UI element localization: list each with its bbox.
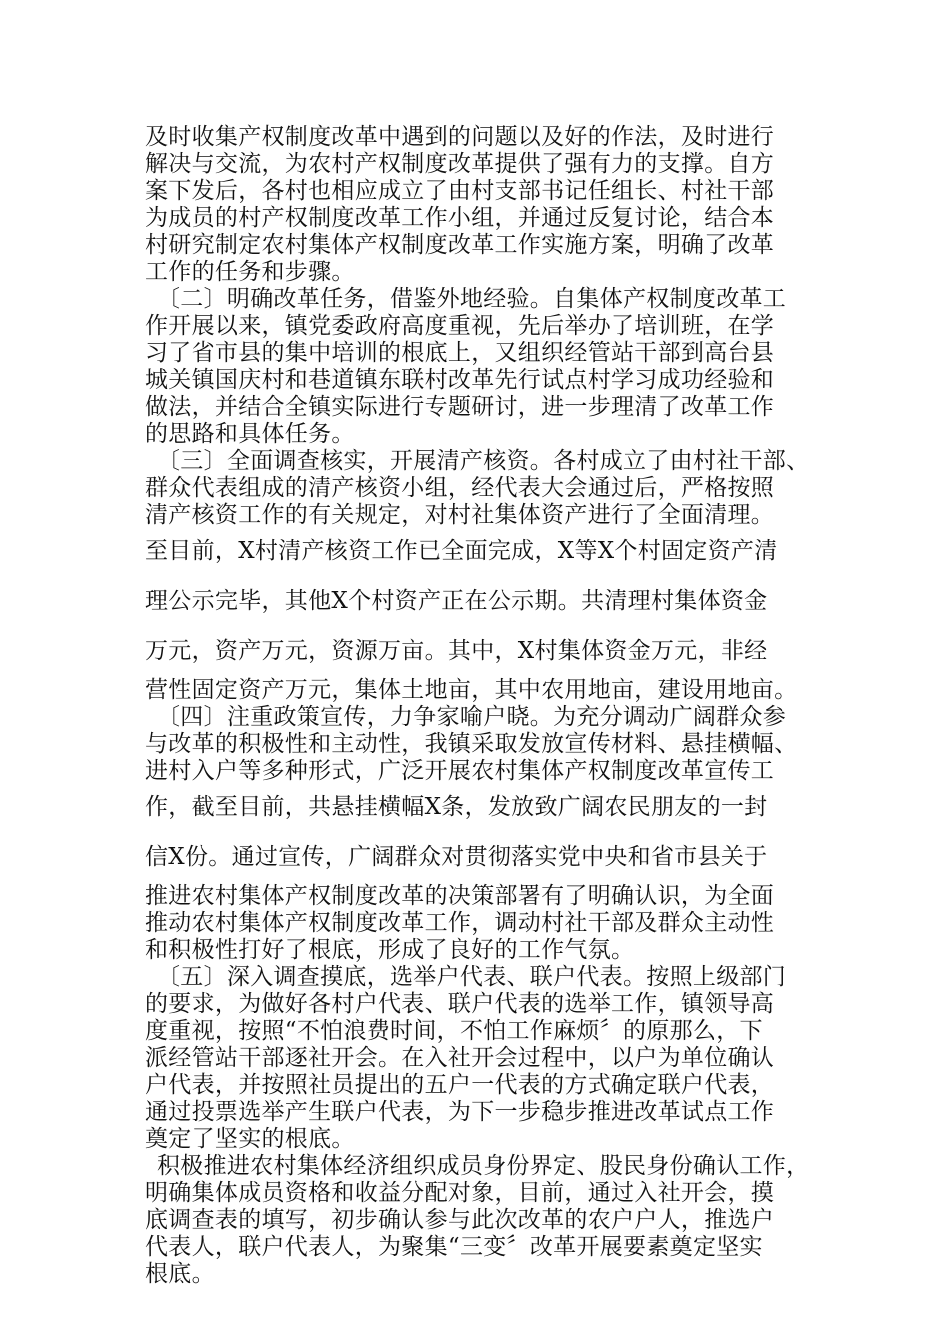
text-line: 清产核资工作的有关规定，对村社集体资产进行了全面清理。 xyxy=(145,502,775,528)
text-line: 及时收集产权制度改革中遇到的问题以及好的作法，及时进行 xyxy=(145,124,775,150)
text-line: 城关镇国庆村和巷道镇东联村改革先行试点村学习成功经验和 xyxy=(145,367,775,393)
text-line: 户代表，并按照社员提出的五户一代表的方式确定联户代表， xyxy=(145,1072,775,1098)
text-line: 的思路和具体任务。 xyxy=(145,421,355,447)
text-line: 理公示完毕，其他X个村资产正在公示期。共清理村集体资金 xyxy=(145,588,768,614)
text-line: 度重视，按照“不怕浪费时间，不怕工作麻烦〞的原那么，下 xyxy=(145,1018,763,1044)
paragraph-start: 积极推进农村集体经济组织成员身份界定、股民身份确认工作， xyxy=(157,1153,810,1179)
text-line: 的要求，为做好各村户代表、联户代表的选举工作，镇领导高 xyxy=(145,991,775,1017)
text-line: 群众代表组成的清产核资小组，经代表大会通过后，严格按照 xyxy=(145,475,775,501)
text-line: 奠定了坚实的根底。 xyxy=(145,1126,355,1152)
text-line: 底调查表的填写，初步确认参与此次改革的农户户人，推选户 xyxy=(145,1207,775,1233)
paragraph-heading-5: 〔五〕深入调查摸底，选举户代表、联户代表。按照上级部门 xyxy=(157,964,787,990)
text-line: 案下发后，各村也相应成立了由村支部书记任组长、村社干部 xyxy=(145,178,775,204)
text-line: 进村入户等多种形式，广泛开展农村集体产权制度改革宣传工 xyxy=(145,758,775,784)
text-line: 和积极性打好了根底，形成了良好的工作气氛。 xyxy=(145,937,635,963)
text-line: 村研究制定农村集体产权制度改革工作实施方案，明确了改革 xyxy=(145,232,775,258)
text-line: 根底。 xyxy=(145,1261,215,1287)
text-line: 作开展以来，镇党委政府高度重视，先后举办了培训班，在学 xyxy=(145,313,775,339)
text-line: 营性固定资产万元，集体土地亩，其中农用地亩，建设用地亩。 xyxy=(145,677,798,703)
text-line: 派经管站干部逐社开会。在入社开会过程中，以户为单位确认 xyxy=(145,1045,775,1071)
text-line: 通过投票选举产生联户代表，为下一步稳步推进改革试点工作 xyxy=(145,1099,775,1125)
text-line: 习了省市县的集中培训的根底上，又组织经管站干部到高台县 xyxy=(145,340,775,366)
text-line: 工作的任务和步骤。 xyxy=(145,259,355,285)
text-line: 推动农村集体产权制度改革工作，调动村社干部及群众主动性 xyxy=(145,910,775,936)
paragraph-heading-3: 〔三〕全面调查核实，开展清产核资。各村成立了由村社干部、 xyxy=(157,448,810,474)
text-line: 代表人，联户代表人，为聚集“三变〞改革开展要素奠定坚实 xyxy=(145,1234,763,1260)
paragraph-heading-2: 〔二〕明确改革任务，借鉴外地经验。自集体产权制度改革工 xyxy=(157,286,787,312)
text-line: 与改革的积极性和主动性，我镇采取发放宣传材料、悬挂横幅、 xyxy=(145,731,798,757)
text-line: 做法，并结合全镇实际进行专题研讨，进一步理清了改革工作 xyxy=(145,394,775,420)
text-line: 至目前，X村清产核资工作已全面完成，X等X个村固定资产清 xyxy=(145,538,778,564)
text-line: 明确集体成员资格和收益分配对象，目前，通过入社开会，摸 xyxy=(145,1180,775,1206)
text-line: 解决与交流，为农村产权制度改革提供了强有力的支撑。自方 xyxy=(145,151,775,177)
text-line: 信X份。通过宣传，广阔群众对贯彻落实党中央和省市县关于 xyxy=(145,844,768,870)
text-line: 为成员的村产权制度改革工作小组，并通过反复讨论，结合本 xyxy=(145,205,775,231)
text-line: 推进农村集体产权制度改革的决策部署有了明确认识，为全面 xyxy=(145,883,775,909)
paragraph-heading-4: 〔四〕注重政策宣传，力争家喻户晓。为充分调动广阔群众参 xyxy=(157,704,787,730)
text-line: 作，截至目前，共悬挂横幅X条，发放致广阔农民朋友的一封 xyxy=(145,794,768,820)
text-line: 万元，资产万元，资源万亩。其中，X村集体资金万元，非经 xyxy=(145,638,768,664)
